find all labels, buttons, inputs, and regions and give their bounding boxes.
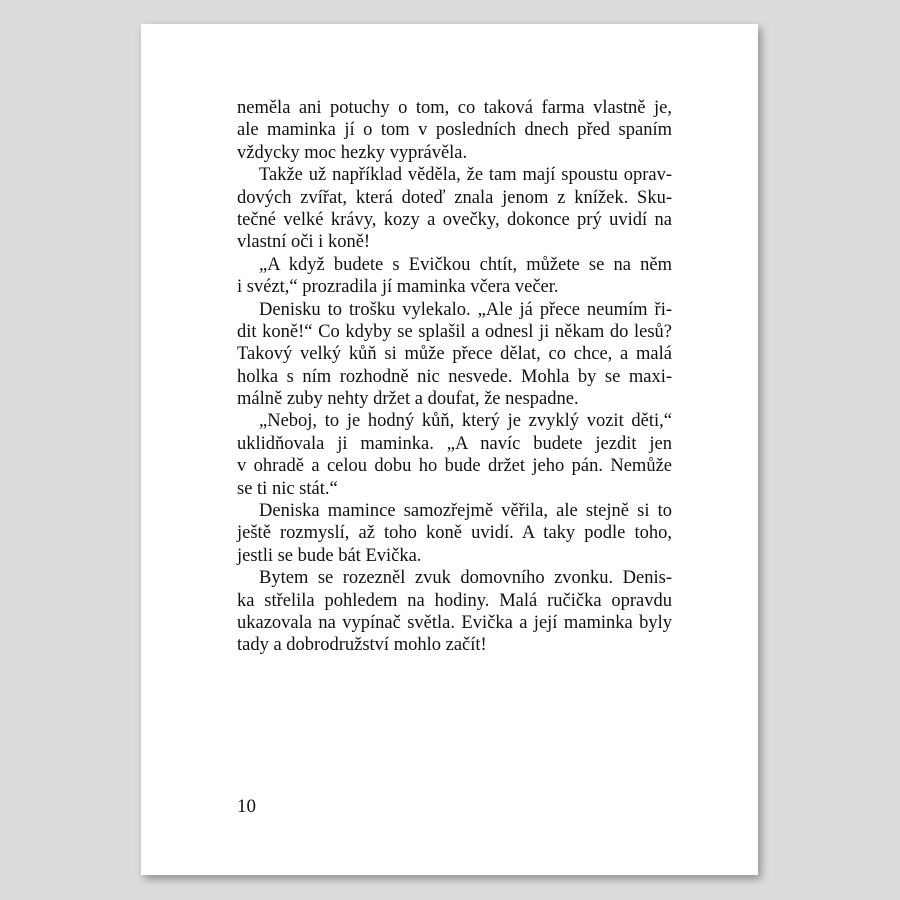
text-line: Deniska mamince samozřejmě věřila, ale stejně si to [259,501,672,522]
text-line: v ohradě a celou dobu ho bude držet jeho pán. Nemůže [237,456,672,477]
text-line: tady a dobrodružství mohlo začít! [237,635,487,656]
text-line: vždycky moc hezky vyprávěla. [237,142,468,163]
text-line: holka s ním rozhodně nic nesvede. Mohla by se maxi- [237,366,672,387]
text-line: uklidňovala ji maminka. „A navíc budete jezdit jen [237,433,672,454]
text-line: dových zvířat, která doteď znala jenom z knížek. Sku- [237,187,672,208]
text-line: ještě rozmyslí, až toho koně uvidí. A taky podle toho, [237,523,672,544]
text-line: Bytem se rozezněl zvuk domovního zvonku. Denis- [259,568,672,589]
text-line: ukazovala na vypínač světla. Evička a její maminka byly [237,612,672,633]
text-line: neměla ani potuchy o tom, co taková farma vlastně je, [237,98,672,118]
page-number: 10 [237,796,256,817]
text-line: ka střelila pohledem na hodiny. Malá ručička opravdu [237,590,672,611]
text-line: tečné velké krávy, kozy a ovečky, dokonce prý uvidí na [237,209,672,230]
text-line: „A když budete s Evičkou chtít, můžete se na něm [259,254,672,275]
body-text [237,97,672,657]
text-line: se ti nic stát.“ [237,478,338,499]
text-line: Takový velký kůň si může přece dělat, co chce, a malá [237,344,672,365]
text-line: Denisku to trošku vylekalo. „Ale já přece neumím ři- [259,299,672,320]
text-line: málně zuby nehty držet a doufat, že nespadne. [237,389,579,410]
text-line: ale maminka jí o tom v posledních dnech před spaním [237,120,672,141]
book-page [141,24,758,875]
text-line: i svézt,“ prozradila jí maminka včera večer. [237,277,559,298]
text-line: jestli se bude bát Evička. [237,545,422,566]
text-line: dit koně!“ Co kdyby se splašil a odnesl ji někam do lesů? [237,321,672,342]
text-line: Takže už například věděla, že tam mají spoustu oprav- [259,165,672,186]
text-line: vlastní oči i koně! [237,232,371,253]
text-line: „Neboj, to je hodný kůň, který je zvyklý vozit děti,“ [259,411,672,432]
